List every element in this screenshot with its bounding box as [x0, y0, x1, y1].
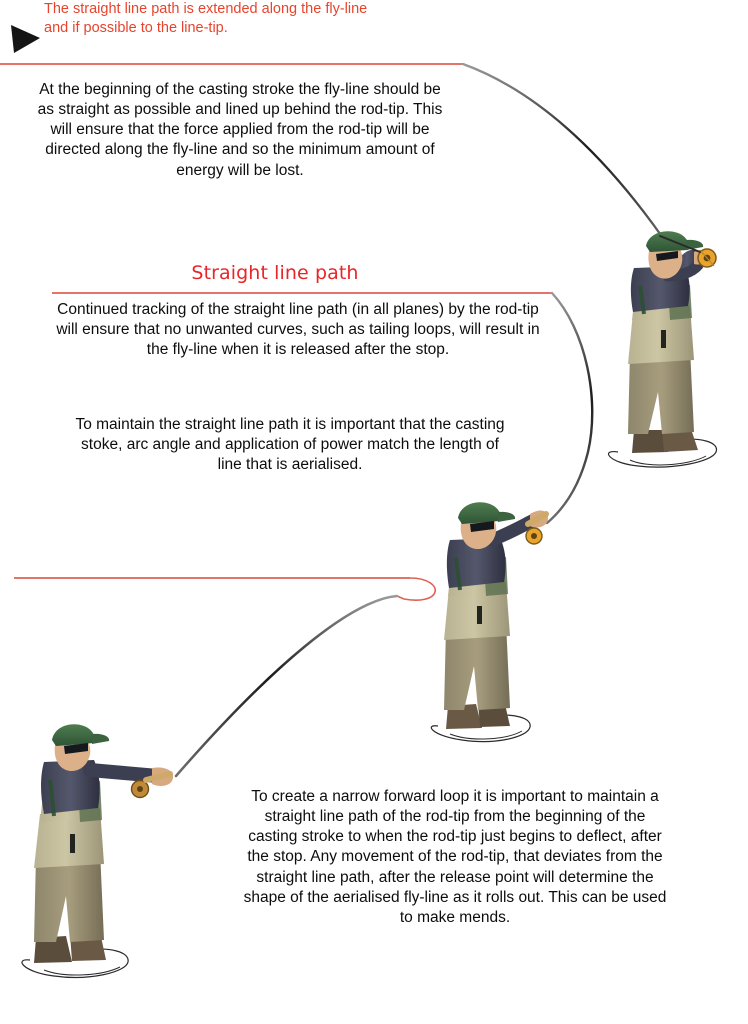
paragraph-casting-stroke-start: At the beginning of the casting stroke the fly-line should be as straight as possible and lined up behind the rod-tip. This will ensure that the force applied from the rod-tip will be directed along the fly-line and so the minimum amount of energy will be lost. — [37, 81, 443, 179]
triangle-arrow-right-icon — [11, 25, 40, 53]
paragraph-maintain-path: To maintain the straight line path it is important that the casting stoke, arc angle and application of power match the length of line that is aerialised. — [75, 416, 505, 474]
figure-caster-middle — [431, 502, 548, 741]
section-heading-straight-line-path: Straight line path — [191, 262, 359, 284]
paragraph-continued-tracking: Continued tracking of the straight line path (in all planes) by the rod-tip will ensure that no unwanted curves, such as tailing loops, will result in the fly-line when it is released after the stop. — [56, 301, 540, 359]
figure-caster-bottom — [22, 724, 173, 977]
red-line-lower-with-loop — [14, 578, 435, 600]
rod-curve-upper — [463, 64, 672, 251]
rod-curve-middle — [547, 293, 592, 523]
figure-caster-top — [608, 231, 716, 467]
rod-curve-lower — [176, 596, 397, 776]
top-caption: The straight line path is extended along the fly-line and if possible to the line-tip. — [44, 1, 368, 36]
paragraph-narrow-forward-loop: To create a narrow forward loop it is important to maintain a straight line path of the rod-tip from the beginning of the casting stroke to when the rod-tip just begins to deflect, after the stop. Any movement of the rod-tip, that deviates from the straight line path, after the release point will determine the shape of the aerialised fly-line as it rolls out. This can be used to make mends. — [243, 788, 667, 926]
